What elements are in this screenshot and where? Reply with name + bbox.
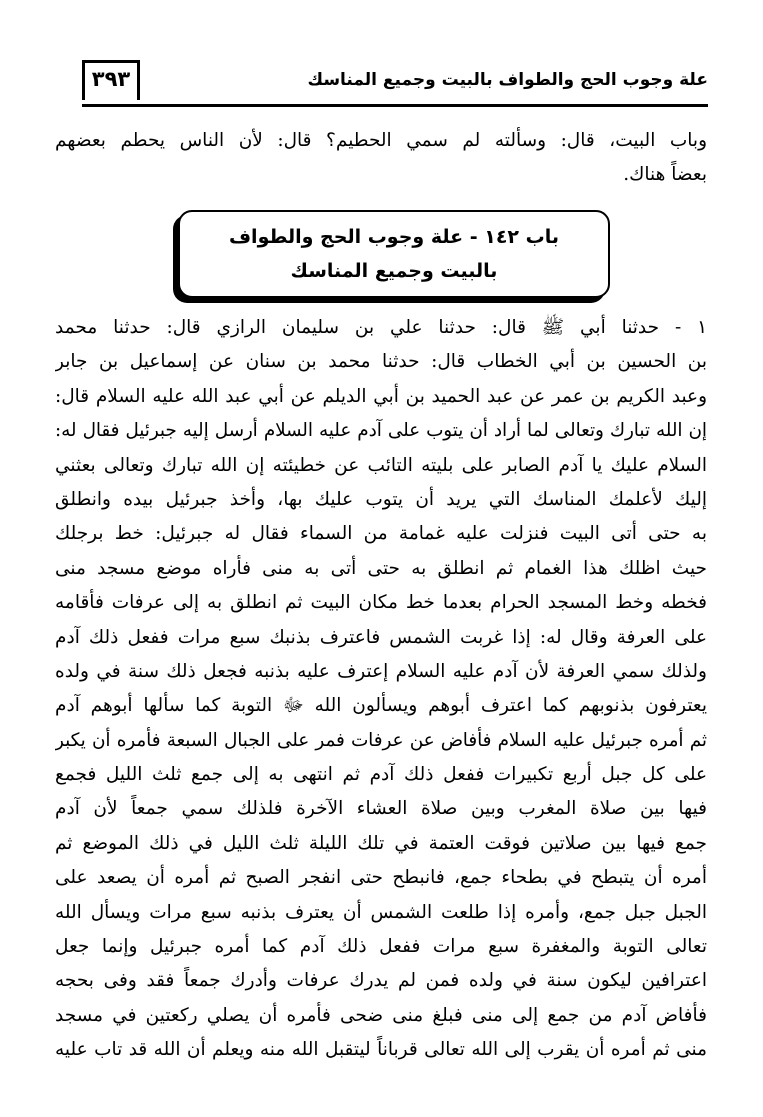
header-rule — [82, 104, 708, 107]
text-line: تعالى التوبة والمغفرة سبع مرات ففعل ذلك آدم كما أمره جبرئيل وإنما جعل — [55, 936, 707, 958]
text-line: وعبد الكريم بن عمر عن عبد الحميد بن أبي الديلم عن أبي عبد الله عليه السلام قال: — [55, 385, 707, 407]
text-line: يعترفون بذنوبهم كما اعترف أبوهم ويسألون الله ﷻ التوبة كما سألها أبوهم آدم — [55, 695, 707, 717]
text-line: السلام عليك يا آدم الصابر على بليته التائب عن خطيئته إن الله تبارك وتعالى بعثني — [55, 454, 707, 476]
text-line: بن الحسين بن أبي الخطاب قال: حدثنا محمد بن سنان عن إسماعيل بن جابر — [55, 351, 707, 373]
running-title: علة وجوب الحج والطواف بالبيت وجميع المناسك — [307, 70, 708, 90]
page-number: ٣٩٣ — [91, 67, 131, 91]
text-line: أمره أن يتبطح في بطحاء جمع، فانبطح حتى انفجر الصبح ثم أمره أن يصعد على — [55, 867, 707, 889]
text-line: فخطه وخط المسجد الحرام بعدما خط مكان البيت ثم انطلق به إلى عرفات فأقامه — [55, 592, 707, 614]
chapter-heading-line-2: بالبيت وجميع المناسك — [290, 260, 498, 282]
text-line: وباب البيت، قال: وسألته لم سمي الحطيم؟ قال: لأن الناس يحطم بعضهم — [55, 130, 707, 151]
text-line: جمع فيها بين صلاتين فوقت العتمة في تلك الليلة ثلث الليل في ذلك الموضع ثم — [55, 832, 707, 854]
text-line: ولذلك سمي العرفة لأن آدم عليه السلام إعترف عليه بذنبه فجعل ذلك سنة في ولده — [55, 660, 707, 682]
text-line: الجبل جبل جمع، وأمره إذا طلعت الشمس أن يعترف بذنبه سبع مرات ويسأل الله — [55, 901, 707, 923]
page-number-box — [82, 60, 140, 100]
running-header — [82, 56, 708, 108]
text-line: منى ثم أمره أن يقرب إلى الله تعالى قرباناً ليتقبل الله منه ويعلم أن الله قد تاب عليه — [55, 1039, 707, 1061]
text-line: حيث اظلك هذا الغمام ثم انطلق به حتى أتى به منى فأراه موضع مسجد منى — [55, 557, 707, 579]
text-line: إن الله تبارك وتعالى لما أراد أن يتوب على آدم عليه السلام أرسل إليه جبرئيل فقال له: — [55, 420, 707, 442]
text-line: به حتى أتى البيت فنزلت عليه غمامة من السماء فقال له جبرئيل: خط برجلك — [55, 523, 707, 545]
chapter-heading-line-1: باب ١٤٢ - علة وجوب الحج والطواف — [228, 226, 559, 248]
text-line: اعترافين ليكون سنة في ولده فمن لم يدرك عرفات وأدرك جمعاً فقد وفى بحجه — [55, 970, 707, 992]
text-line: إليك لأعلمك المناسك التي يريد أن يتوب عليك بها، وأخذ جبرئيل بيده وانطلق — [55, 488, 707, 510]
text-line: فيها بين صلاة المغرب وبين صلاة العشاء الآخرة فلذلك سمي جمعاً لأن آدم — [55, 798, 707, 820]
text-line: بعضاً هناك. — [623, 164, 707, 186]
hadith-paragraph — [55, 311, 707, 1068]
text-line: فأفاض آدم من جمع إلى منى فبلغ منى ضحى فأمره أن يصلي ركعتين في مسجد — [55, 1004, 707, 1026]
text-line: على كل جبل أربع تكبيرات ففعل ذلك آدم ثم انتهى به إلى جمع ثلث الليل فجمع — [55, 764, 707, 786]
chapter-heading-box — [178, 210, 610, 298]
text-line: ١ - حدثنا أبي ﷺ قال: حدثنا علي بن سليمان الرازي قال: حدثنا محمد — [55, 317, 707, 338]
text-line: ثم أمره جبرئيل عليه السلام فأفاض عن عرفات فمر على الجبال السبعة فأمره أن يكبر — [55, 729, 707, 751]
text-line: على العرفة وقال له: إذا غربت الشمس فاعترف بذنبك سبع مرات ففعل ذلك آدم — [55, 626, 707, 648]
intro-paragraph — [55, 124, 707, 193]
